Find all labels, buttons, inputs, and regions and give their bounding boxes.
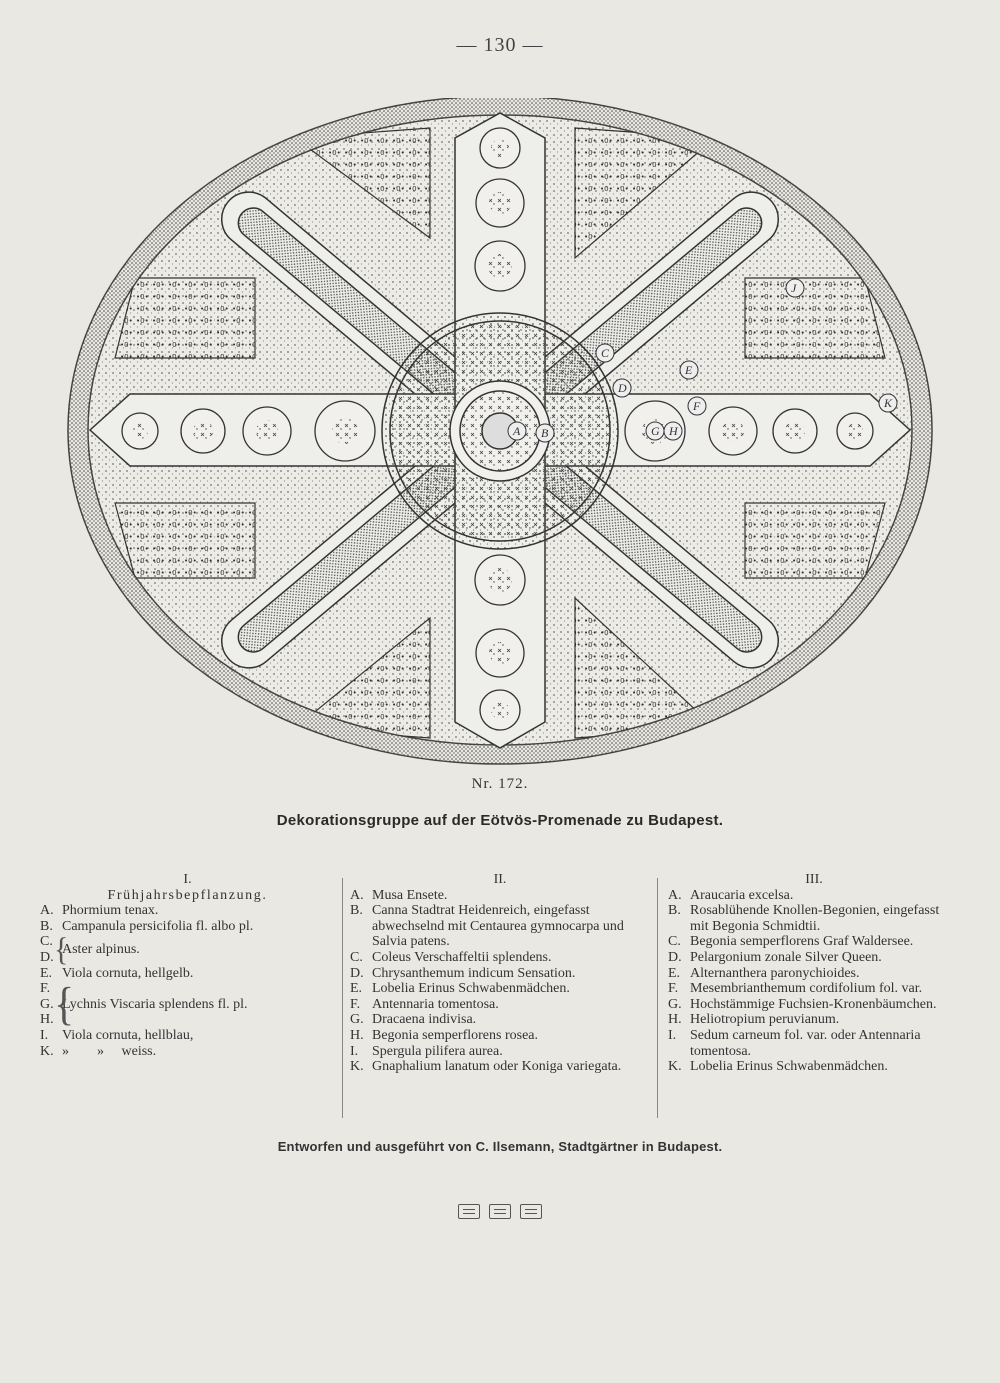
legend-item — [40, 1044, 335, 1060]
item-text: Viola cornuta, hellblau, — [62, 1027, 194, 1043]
label-b — [536, 424, 554, 442]
label-j-text: J — [791, 281, 797, 295]
item-letter: B. — [40, 918, 53, 934]
item-text: » » weiss. — [62, 1043, 157, 1059]
item-letter: A. — [350, 887, 364, 903]
brace-icon: { — [54, 979, 75, 1030]
item-letter: C. — [668, 934, 681, 950]
label-f-text: F — [693, 399, 701, 413]
item-text: Araucaria excelsa. — [690, 887, 794, 903]
item-text: Alternanthera paronychioides. — [690, 965, 860, 981]
legend-item — [40, 1028, 335, 1044]
column-heading: I. — [183, 872, 192, 887]
column-divider — [657, 878, 658, 1118]
label-d — [613, 379, 631, 397]
item-text: Sedum carneum fol. var. oder Antennaria tomentosa. — [690, 1027, 921, 1059]
ornament-icon — [489, 1204, 511, 1219]
item-letter: K. — [40, 1043, 54, 1059]
label-c — [596, 344, 614, 362]
item-letter: G. — [350, 1012, 364, 1028]
brace-icon: { — [54, 931, 69, 968]
item-letter: I. — [40, 1027, 49, 1043]
label-a — [508, 422, 526, 440]
column-subheading: Frühjahrsbepflanzung. — [107, 887, 268, 903]
item-text: Campanula persicifolia fl. albo pl. — [62, 918, 254, 934]
item-text: Spergula pilifera aurea. — [372, 1043, 503, 1059]
item-text: Coleus Verschaffeltii splendens. — [372, 949, 552, 965]
label-d-text: D — [618, 381, 627, 395]
legend-item — [40, 966, 335, 982]
item-text: Begonia semperflorens Graf Waldersee. — [690, 934, 914, 950]
label-k — [879, 394, 897, 412]
item-text: Aster alpinus. — [62, 942, 140, 958]
legend-item — [350, 903, 650, 950]
label-g — [646, 422, 664, 440]
legend-item — [668, 1012, 960, 1028]
item-text: Lychnis Viscaria splendens fl. pl. — [62, 996, 248, 1012]
item-letter: B. — [350, 903, 363, 919]
legend-item — [668, 950, 960, 966]
central-bed — [382, 313, 618, 549]
item-letter: F. — [668, 981, 679, 997]
item-text: Musa Ensete. — [372, 887, 448, 903]
page-number: — 130 — — [456, 34, 544, 56]
legend-item — [350, 1044, 650, 1060]
legend-item — [350, 997, 650, 1013]
item-letter: H. — [668, 1012, 682, 1028]
legend-item — [40, 903, 335, 919]
item-letter: A. — [40, 903, 54, 919]
legend-column-3 — [668, 872, 960, 1075]
column-divider — [342, 878, 343, 1118]
item-letter: I. — [668, 1027, 677, 1043]
legend-group-cd — [40, 931, 335, 968]
item-text: Viola cornuta, hellgelb. — [62, 965, 194, 981]
legend-item — [40, 919, 335, 935]
item-text: Lobelia Erinus Schwabenmädchen. — [372, 981, 570, 997]
legend-item — [668, 888, 960, 904]
item-letter: B. — [668, 903, 681, 919]
legend-item — [668, 1028, 960, 1059]
legend-column-1 — [40, 872, 335, 1059]
legend-group-fgh — [40, 981, 335, 1028]
legend-item — [350, 1059, 650, 1075]
item-letter: I. — [350, 1043, 359, 1059]
label-c-text: C — [601, 346, 610, 360]
item-letter: C. — [40, 934, 53, 950]
label-f — [688, 397, 706, 415]
legend-item — [350, 981, 650, 997]
legend-item — [668, 1059, 960, 1075]
item-letter: K. — [350, 1059, 364, 1075]
item-letter: D. — [350, 965, 364, 981]
item-text: Mesembrianthemum cordifolium fol. var. — [690, 981, 923, 997]
credit-line: Entworfen und ausgeführt von C. Ilsemann, Stadtgärtner in Budapest. — [277, 1139, 723, 1154]
item-letter: H. — [350, 1027, 364, 1043]
label-e — [680, 361, 698, 379]
item-letter: D. — [668, 949, 682, 965]
item-text: Phormium tenax. — [62, 903, 159, 919]
item-text: Dracaena indivisa. — [372, 1012, 477, 1028]
item-letter: K. — [668, 1059, 682, 1075]
label-a-text: A — [513, 424, 521, 438]
item-text: Hochstämmige Fuchsien-Kronenbäumchen. — [690, 996, 937, 1012]
ornament-icon — [520, 1204, 542, 1219]
garden-plan-illustration — [55, 98, 945, 778]
item-text: Rosablühende Knollen-Begonien, eingefasst mit Begonia Schmidtii. — [690, 903, 940, 934]
figure-number: Nr. 172. — [471, 776, 529, 792]
item-text: Heliotropium peruvianum. — [690, 1012, 840, 1028]
item-letter: A. — [668, 887, 682, 903]
legend-item — [350, 950, 650, 966]
item-letter: H. — [40, 1012, 54, 1028]
label-h-text: H — [669, 424, 678, 438]
legend-item — [350, 1012, 650, 1028]
legend-item — [350, 966, 650, 982]
item-text: Pelargonium zonale Silver Queen. — [690, 949, 882, 965]
legend-column-2 — [350, 872, 650, 1075]
item-text: Canna Stadtrat Heidenreich, eingefasst abwechselnd mit Centaurea gymnocarpa und Salvia patens. — [372, 903, 624, 950]
legend-item — [350, 1028, 650, 1044]
item-text: Antennaria tomentosa. — [372, 996, 499, 1012]
column-heading: II. — [493, 872, 507, 887]
legend-item — [668, 997, 960, 1013]
label-b-text: B — [541, 426, 549, 440]
item-letter: E. — [668, 965, 681, 981]
label-h — [664, 422, 682, 440]
label-j — [786, 279, 804, 297]
legend-item — [668, 981, 960, 997]
figure-title: Dekorationsgruppe auf der Eötvös-Promenade zu Budapest. — [276, 812, 724, 829]
item-letter: G. — [668, 996, 682, 1012]
item-letter: G. — [40, 996, 54, 1012]
ornament-icon — [458, 1204, 480, 1219]
label-e-text: E — [685, 363, 693, 377]
item-text: Gnaphalium lanatum oder Koniga variegata. — [372, 1059, 622, 1075]
ornament — [458, 1204, 542, 1224]
item-letter: D. — [40, 949, 54, 965]
label-g-text: G — [651, 424, 660, 438]
item-letter: E. — [40, 965, 53, 981]
column-heading: III. — [805, 872, 823, 887]
item-letter: C. — [350, 949, 363, 965]
label-k-text: K — [884, 396, 893, 410]
legend-item — [350, 888, 650, 904]
item-text: Chrysanthemum indicum Sensation. — [372, 965, 576, 981]
item-text: Begonia semperflorens rosea. — [372, 1027, 538, 1043]
item-text: Lobelia Erinus Schwabenmädchen. — [690, 1059, 888, 1075]
legend-item — [668, 934, 960, 950]
legend-item — [668, 966, 960, 982]
legend-item — [668, 903, 960, 934]
item-letter: F. — [40, 981, 51, 997]
item-letter: F. — [350, 996, 361, 1012]
item-letter: E. — [350, 981, 363, 997]
